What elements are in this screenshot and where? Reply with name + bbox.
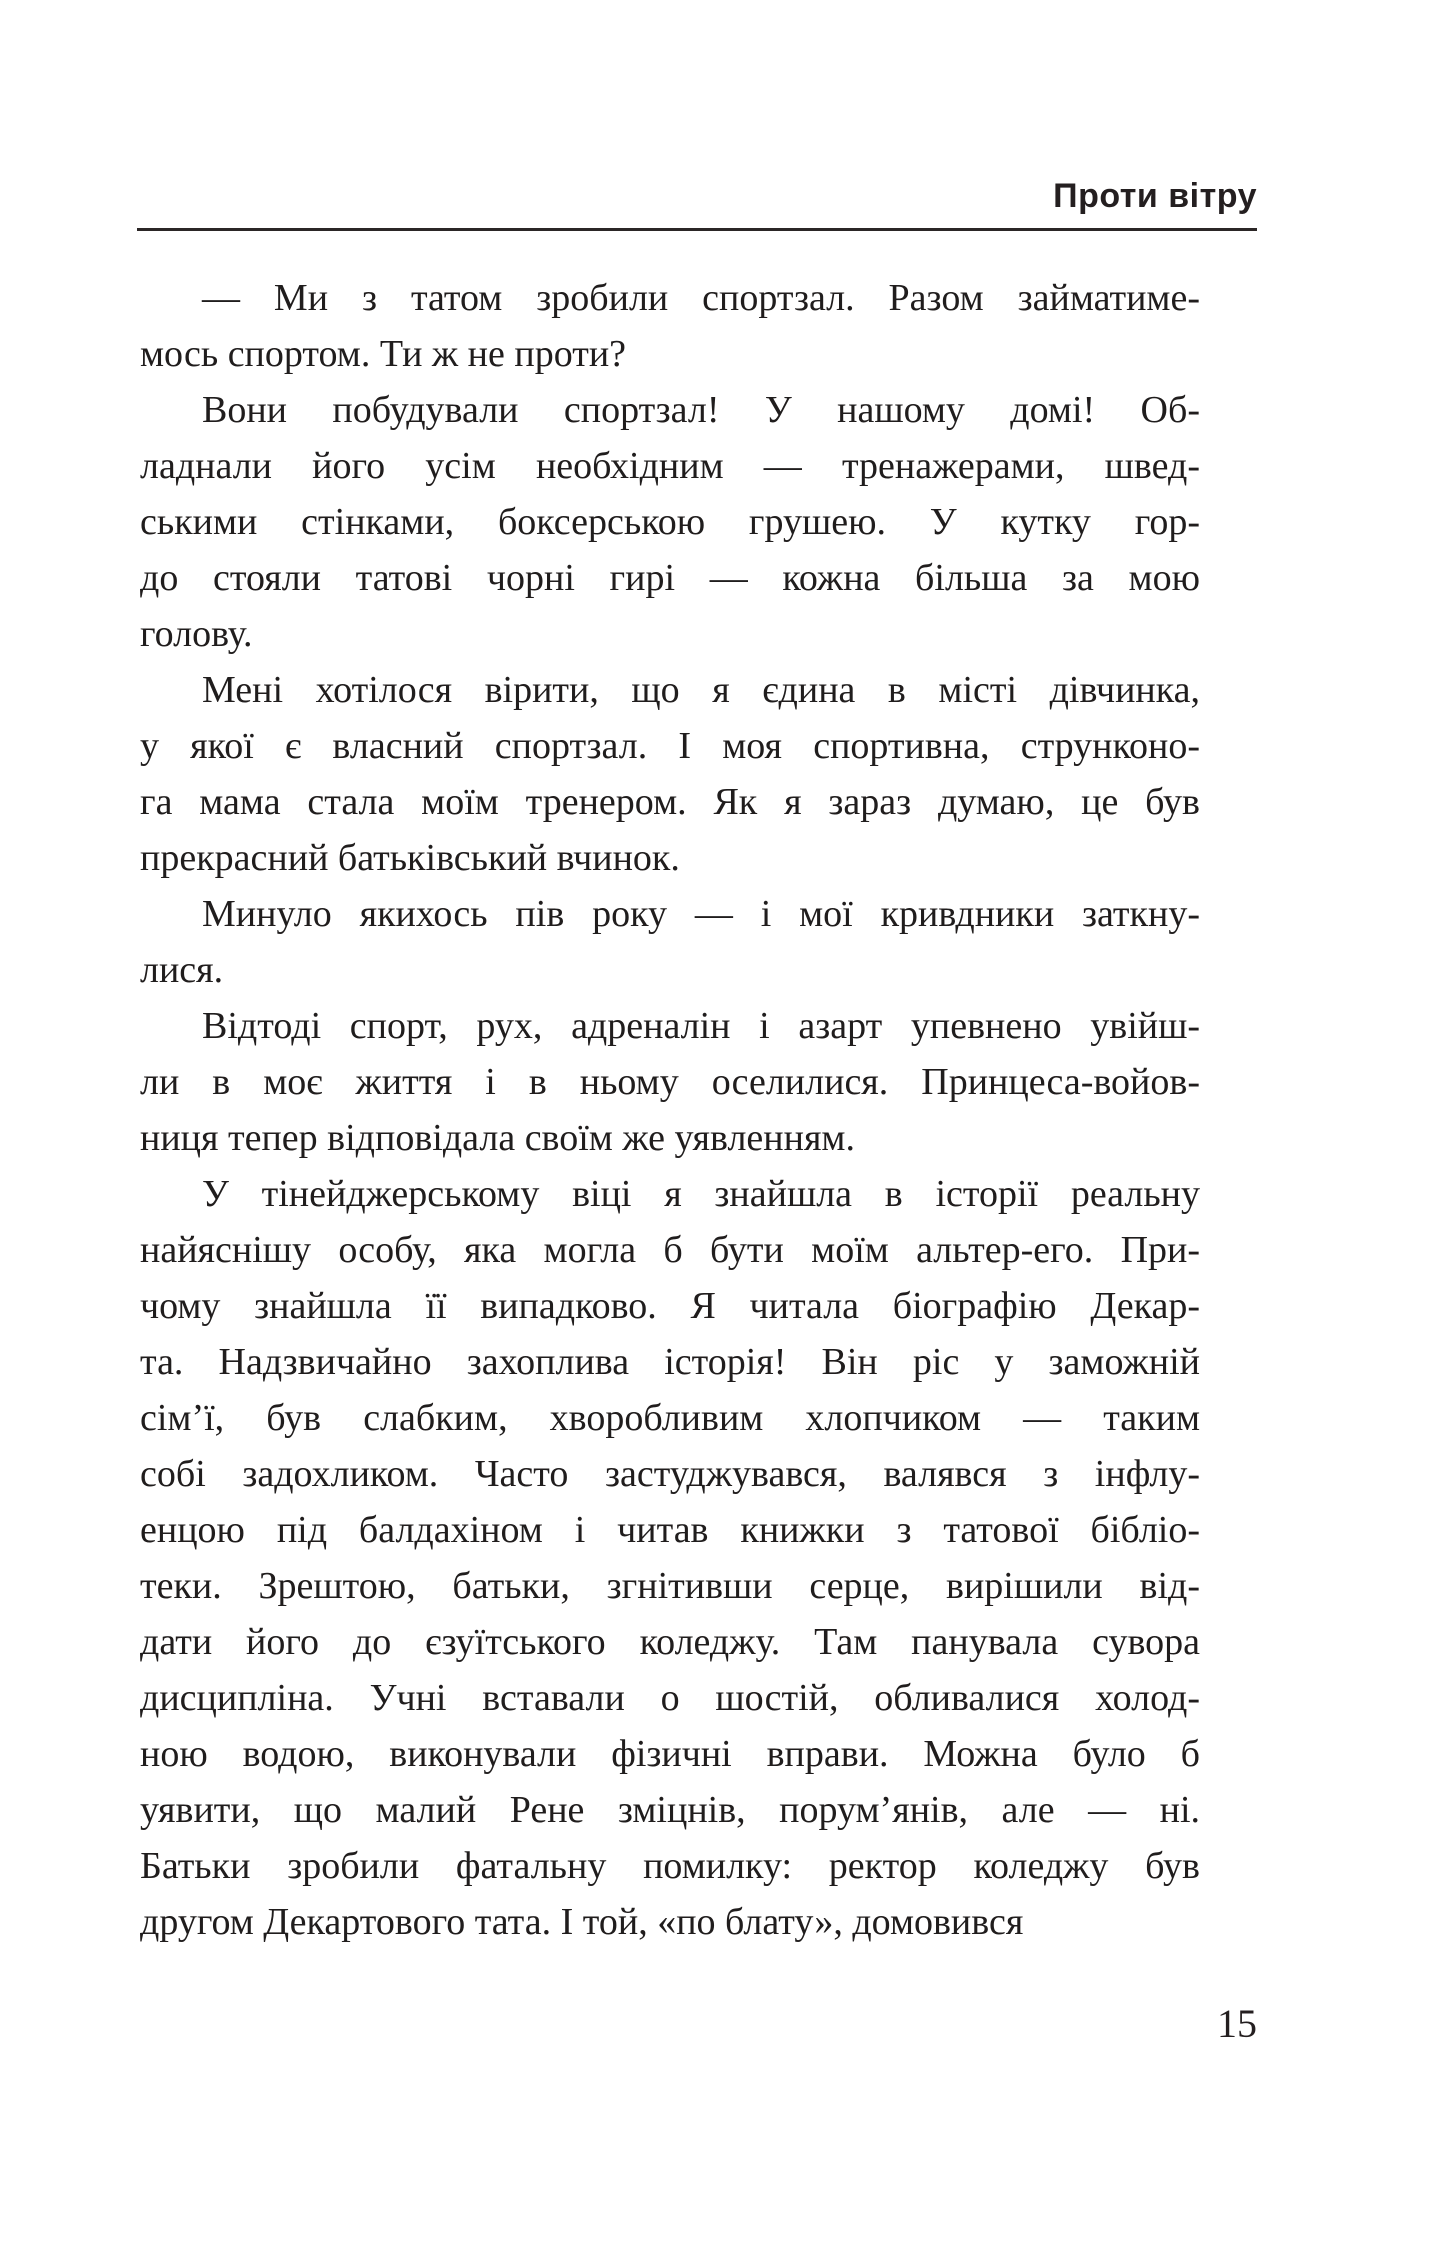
paragraph <box>140 998 1200 1166</box>
text-line: сім’ї, був слабким, хворобливим хлопчиком — таким <box>140 1397 1200 1439</box>
text-line: чому знайшла її випадково. Я читала біографію Декар- <box>140 1285 1200 1327</box>
text-line: ниця тепер відповідала своїм же уявленням. <box>140 1117 855 1159</box>
text-line: ладнали його усім необхідним — тренажерами, швед- <box>140 445 1200 487</box>
paragraph <box>140 886 1200 998</box>
text-line: прекрасний батьківський вчинок. <box>140 837 680 879</box>
text-line: мось спортом. Ти ж не проти? <box>140 333 627 375</box>
text-line: енцою під балдахіном і читав книжки з татової бібліо- <box>140 1509 1200 1551</box>
text-block <box>140 270 1200 1950</box>
text-line: Батьки зробили фатальну помилку: ректор коледжу був <box>140 1845 1200 1887</box>
text-line: дати його до єзуїтського коледжу. Там панувала сувора <box>140 1621 1200 1663</box>
paragraph <box>140 1166 1200 1950</box>
text-line: найяснішу особу, яка могла б бути моїм альтер-его. При- <box>140 1229 1200 1271</box>
text-line: до стояли татові чорні гирі — кожна більша за мою <box>140 557 1200 599</box>
text-line: Минуло якихось пів року — і мої кривдники заткну- <box>202 893 1200 935</box>
text-line: — Ми з татом зробили спортзал. Разом займатиме- <box>202 277 1200 319</box>
header-rule <box>137 228 1257 231</box>
text-line: га мама стала моїм тренером. Як я зараз думаю, це був <box>140 781 1200 823</box>
running-header: Проти вітру <box>1053 177 1257 215</box>
text-line: ли в моє життя і в ньому оселилися. Принцеса-войов- <box>140 1061 1200 1103</box>
text-line: у якої є власний спортзал. І моя спортивна, струнконо- <box>140 725 1200 767</box>
page-number: 15 <box>1217 2001 1257 2046</box>
text-line: теки. Зрештою, батьки, згнітивши серце, вирішили від- <box>140 1565 1200 1607</box>
text-line: уявити, що малий Рене зміцнів, порум’янів, але — ні. <box>140 1789 1200 1831</box>
text-line: дисципліна. Учні вставали о шостій, обливалися холод- <box>140 1677 1200 1719</box>
text-line: другом Декартового тата. І той, «по блату», домовився <box>140 1901 1024 1943</box>
text-line: та. Надзвичайно захоплива історія! Він ріс у заможній <box>140 1341 1200 1383</box>
text-line: ною водою, виконували фізичні вправи. Можна було б <box>140 1733 1200 1775</box>
paragraph <box>140 382 1200 662</box>
paragraph <box>140 662 1200 886</box>
text-line: ськими стінками, боксерською грушею. У кутку гор- <box>140 501 1200 543</box>
text-line: лися. <box>140 949 224 991</box>
text-line: Мені хотілося вірити, що я єдина в місті дівчинка, <box>202 669 1200 711</box>
text-line: Відтоді спорт, рух, адреналін і азарт упевнено увійш- <box>202 1005 1200 1047</box>
text-line: Вони побудували спортзал! У нашому домі! Об- <box>202 389 1200 431</box>
paragraph <box>140 270 1200 382</box>
text-line: У тінейджерському віці я знайшла в історії реальну <box>202 1173 1200 1215</box>
text-line: голову. <box>140 613 253 655</box>
text-line: собі задохликом. Часто застуджувався, валявся з інфлу- <box>140 1453 1200 1495</box>
